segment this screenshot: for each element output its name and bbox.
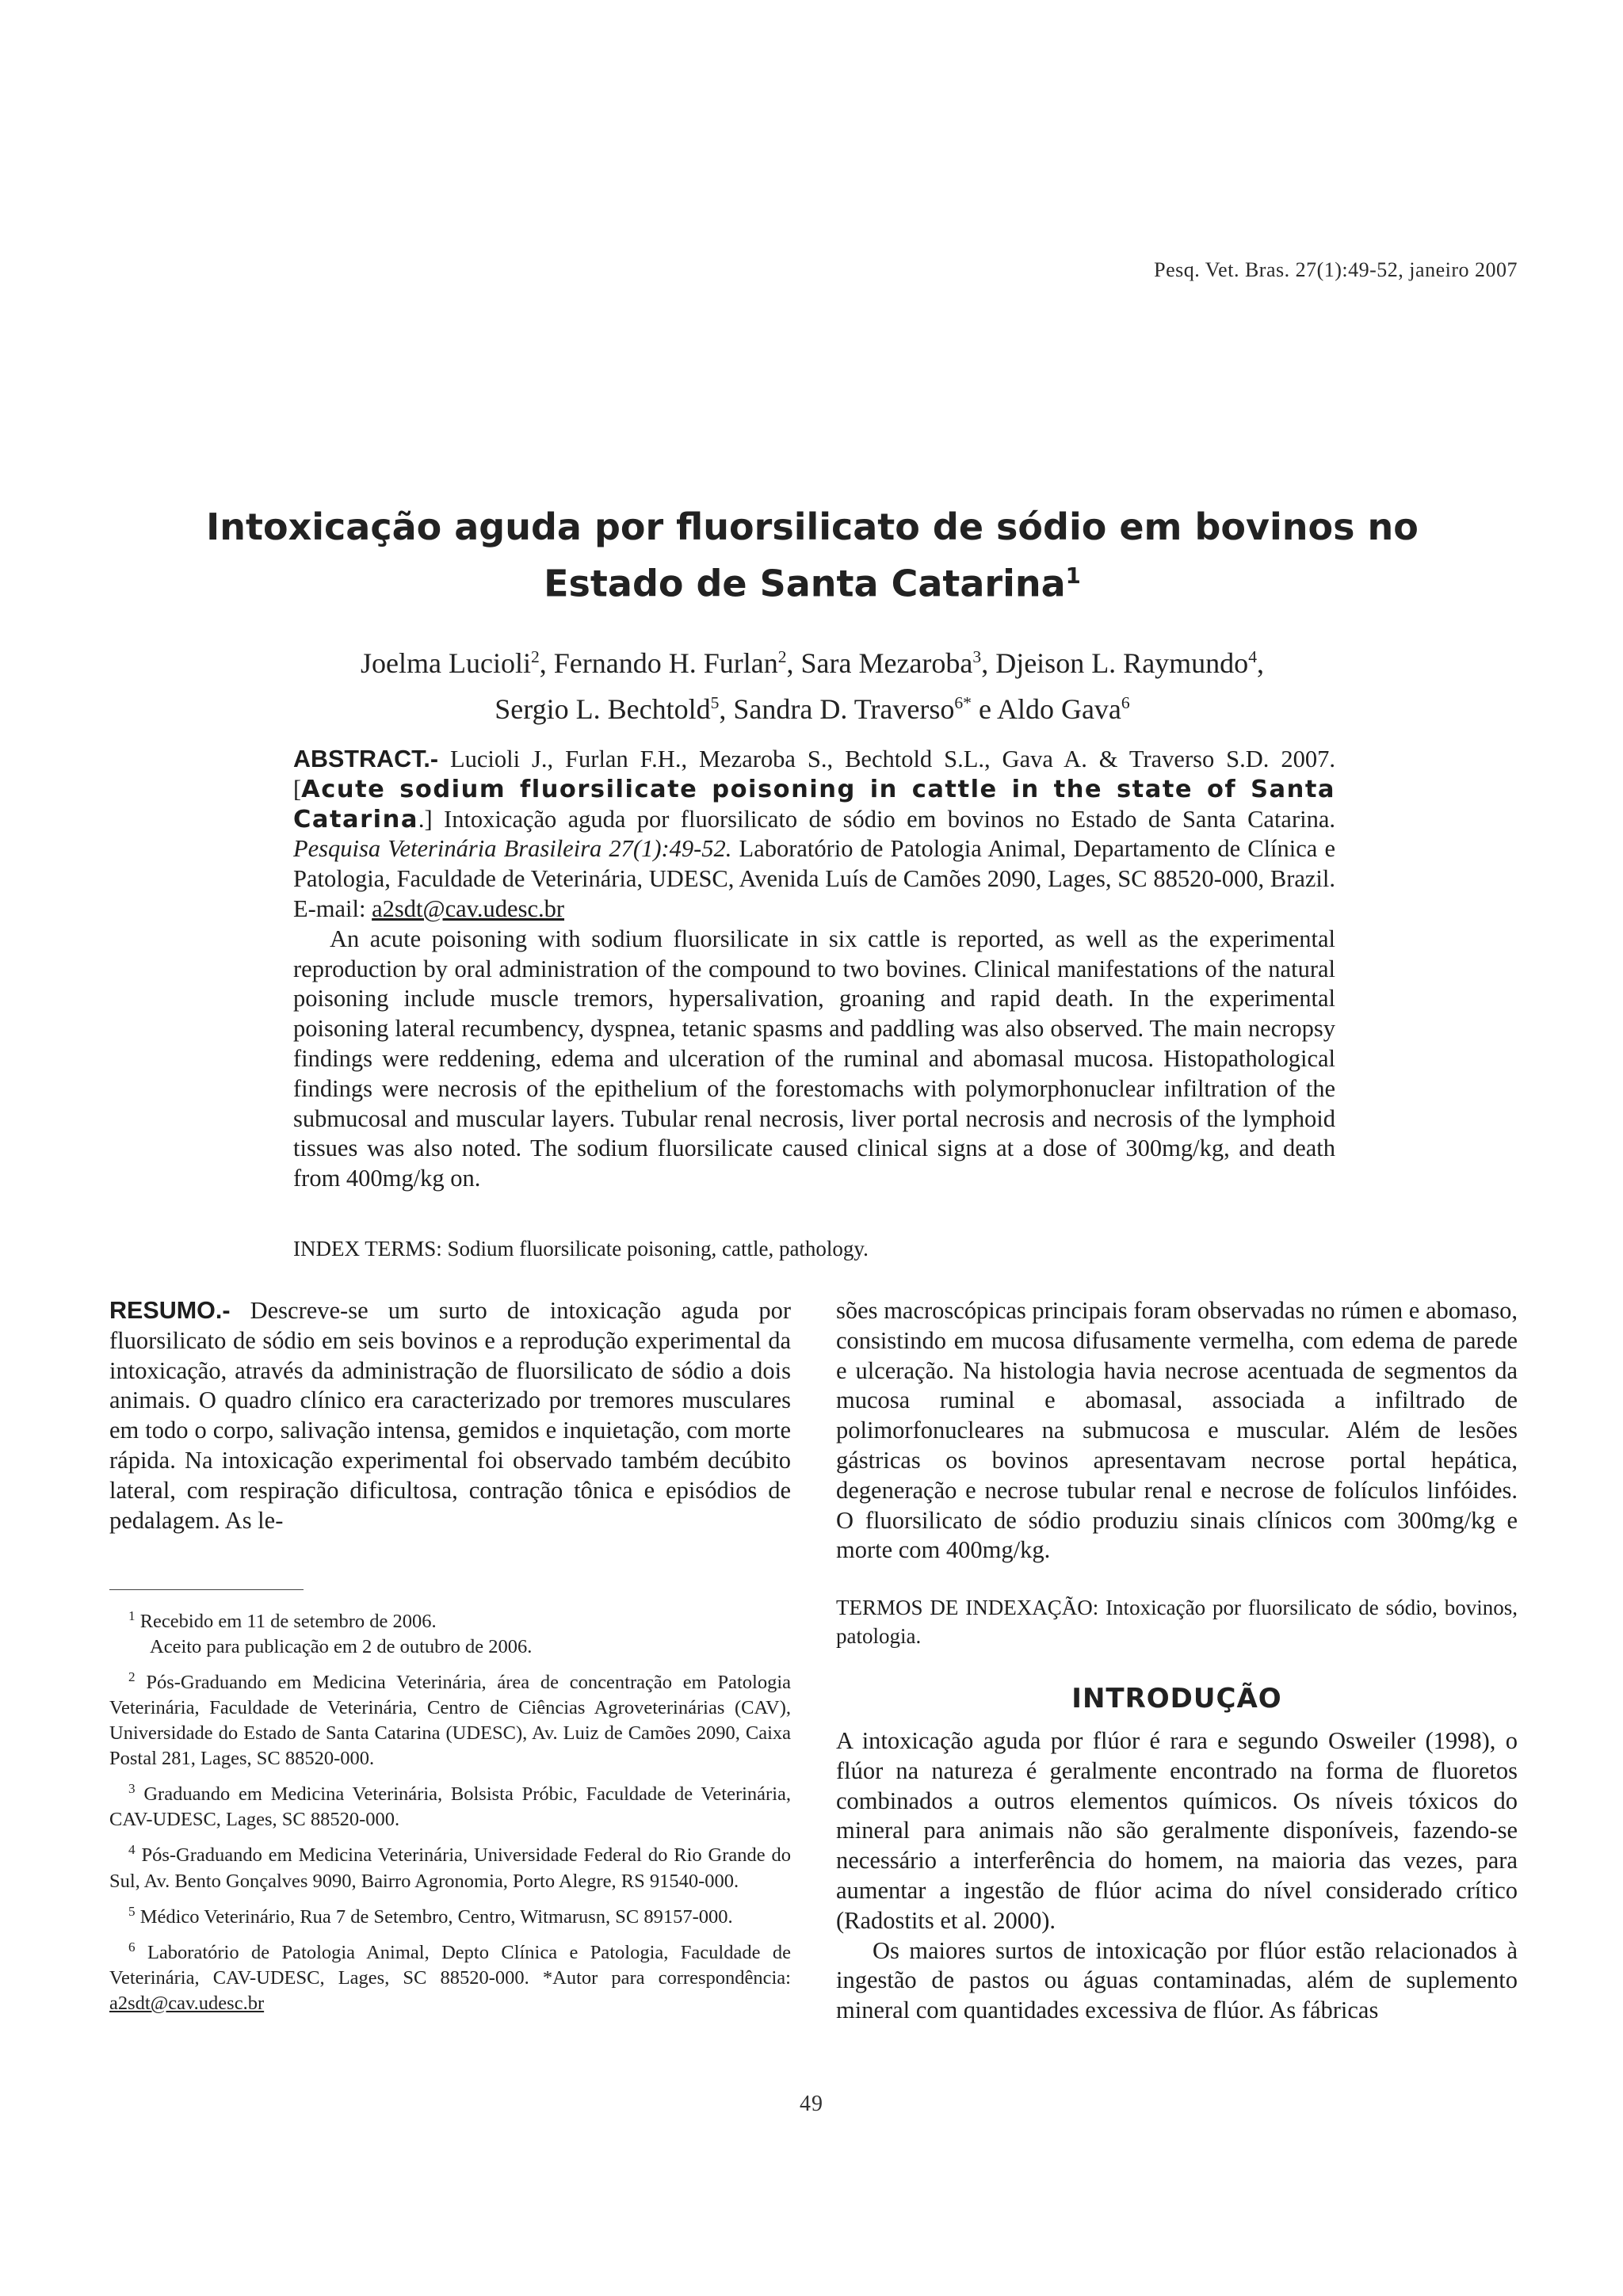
article-title — [206, 502, 1419, 608]
footnote-divider — [109, 1589, 304, 1590]
footnote: $^3$ Graduando em Medicina Veterinária, Bolsista Próbic, Faculdade de Veterinária, CAV-UDESC, Lages, SC 88520-000. — [109, 1781, 791, 1831]
journal-citation: Pesquisa Veterinária Brasileira 27(1):49-52. — [293, 835, 732, 863]
footnote: $^2$ Pós-Graduando em Medicina Veterinária, área de concentração em Patologia Veterinária, Faculdade de Veterinária, Centro de Ciências Agroveterinárias (CAV), Universidade do Estado de Santa Catarina (UDESC), Av. Luiz de Camões 2090, Caixa Postal 281, Lages, SC 88520-000. — [109, 1669, 792, 1770]
title-line-1: Intoxicação aguda por fluorsilicato de sódio em bovinos no — [206, 505, 1419, 548]
abstract — [293, 745, 1335, 1194]
resumo-right-column — [836, 1296, 1518, 1566]
author: Sandra D. Traverso$^{6*}$ — [733, 693, 972, 725]
resumo-continued: sões macroscópicas principais foram observadas no rúmen e abomaso, consistindo em mucosa difusamente vermelha, com edema de parede e ulceração. Na histologia havia necrose acentuada de segmentos da mucosa ruminal e abomasal, associada a infiltrado de polimorfonucleares na submucosa e muscular. Além de lesões gástricas os bovinos apresentavam necrose portal hepática, degeneração e necrose tubular renal e necrose de folículos linfóides. O fluorsilicato de sódio produziu sinais clínicos com 300mg/kg e morte com 400mg/kg. — [836, 1297, 1518, 1564]
termos-de-indexacao: TERMOS DE INDEXAÇÃO: Intoxicação por fluorsilicato de sódio, bovinos, patologia. — [836, 1596, 1518, 1648]
footnote: Aceito para publicação em 2 de outubro de 2006. — [150, 1636, 533, 1658]
author-list: Joelma Lucioli$^2$, Fernando H. Furlan$^2$, Sara Mezaroba$^3$, Djeison L. Raymundo$^4$, Sergio L. Bechtold$^5$, Sandra D. Traverso$^{6*}$ e Aldo Gava$^6$ — [361, 647, 1264, 725]
title-line-2: Estado de Santa Catarina — [544, 562, 1066, 605]
author: Sergio L. Bechtold$^5$ — [495, 693, 720, 725]
author: Sara Mezaroba$^3$ — [800, 647, 982, 679]
abstract-body: An acute poisoning with sodium fluorsilicate in six cattle is reported, as well as the experimental reproduction by oral administration of the compound to two bovines. Clinical manifestations of the natural poisoning include muscle tremors, hypersalivation, groaning and rapid death. In the experimental poisoning lateral recumbency, dyspnea, tetanic spasms and paddling was also observed. The main necropsy findings were reddening, edema and ulceration of the ruminal and abomasal mucosa. Histopathological findings were necrosis of the epithelium of the forestomachs with polymorphonuclear infiltration of the submucosal and muscular layers. Tubular renal necrosis, liver portal necrosis and necrosis of the lymphoid tissues was also noted. The sodium fluorsilicate caused clinical signs at a dose of 300mg/kg, and death from 400mg/kg on. — [293, 925, 1335, 1192]
footnotes — [109, 1604, 791, 2021]
author: Fernando H. Furlan$^2$ — [553, 647, 787, 679]
author: Djeison L. Raymundo$^4$ — [995, 647, 1257, 679]
resumo-left-column — [109, 1296, 791, 1535]
section-heading-introducao: INTRODUÇÃO — [1071, 1683, 1282, 1714]
footnote-email-link[interactable]: a2sdt@cav.udesc.br — [109, 1992, 265, 2014]
running-head: Pesq. Vet. Bras. 27(1):49-52, janeiro 2007 — [1154, 258, 1518, 281]
english-title: Acute sodium fluorsilicate poisoning in cattle in the state of Santa Catarina — [293, 775, 1335, 833]
footnote: $^1$ Recebido em 11 de setembro de 2006. — [128, 1608, 437, 1633]
index-terms: INDEX TERMS: Sodium fluorsilicate poisoning, cattle, pathology. — [293, 1237, 869, 1261]
resumo-text: RESUMO.- Descreve-se um surto de intoxicação aguda por fluorsilicato de sódio em seis bovinos e a reprodução experimental da intoxicação, através da administração de fluorsilicato de sódio a dois animais. O quadro clínico era caracterizado por tremores musculares em todo o corpo, salivação intensa, gemidos e inquietação, com morte rápida. Na intoxicação experimental foi observado também decúbito lateral, com respiração dificultosa, contração tônica e episódios de pedalagem. As le- — [109, 1297, 791, 1534]
introducao-body — [836, 1726, 1518, 2026]
abstract-label: ABSTRACT.- — [293, 746, 438, 772]
abstract-citation: ABSTRACT.- Lucioli J., Furlan F.H., Mezaroba S., Bechtold S.L., Gava A. & Traverso S.D. 2007. [Acute sodium fluorsilicate poisoning in cattle in the state of Santa Catarina.] Intoxicação aguda por fluorsilicato de sódio em bovinos no Estado de Santa Catarina. Pesquisa Veterinária Brasileira 27(1):49-52. Laboratório de Patologia Animal, Departamento de Clínica e Patologia, Faculdade de Veterinária, UDESC, Avenida Luís de Camões 2090, Lages, SC 88520-000, Brazil. E-mail: a2sdt@cav.udesc.br — [293, 746, 1335, 922]
resumo-label: RESUMO.- — [109, 1297, 231, 1324]
intro-paragraph-1: A intoxicação aguda por flúor é rara e segundo Osweiler (1998), o flúor na natureza é geralmente encontrado na forma de fluoretos combinados a outros elementos químicos. Os níveis tóxicos do mineral para animais não são geralmente disponíveis, fazendo-se necessário a interferência do homem, na maioria das vezes, para aumentar a ingestão de flúor acima do nível considerado crítico (Radostits et al. 2000). — [836, 1727, 1518, 1934]
footnote: $^6$ Laboratório de Patologia Animal, Depto Clínica e Patologia, Faculdade de Veterinária, CAV-UDESC, Lages, SC 88520-000. *Autor para correspondência: a2sdt@cav.udesc.br — [109, 1939, 792, 2014]
page-number: 49 — [800, 2092, 823, 2116]
author: Aldo Gava$^6$ — [996, 693, 1130, 725]
footnote: $^4$ Pós-Graduando em Medicina Veterinária, Universidade Federal do Rio Grande do Sul, Av. Bento Gonçalves 9090, Bairro Agronomia, Porto Alegre, RS 91540-000. — [109, 1842, 792, 1892]
title-footnote-marker: 1 — [1065, 563, 1081, 589]
author: Joelma Lucioli$^2$ — [361, 647, 540, 679]
email-link[interactable]: a2sdt@cav.udesc.br — [372, 894, 565, 922]
footnote: $^5$ Médico Veterinário, Rua 7 de Setembro, Centro, Witmarusn, SC 89157-000. — [128, 1903, 733, 1928]
intro-paragraph-2: Os maiores surtos de intoxicação por flúor estão relacionados à ingestão de pastos ou águas contaminadas, além de suplemento mineral com quantidades excessiva de flúor. As fábricas — [836, 1936, 1518, 2024]
